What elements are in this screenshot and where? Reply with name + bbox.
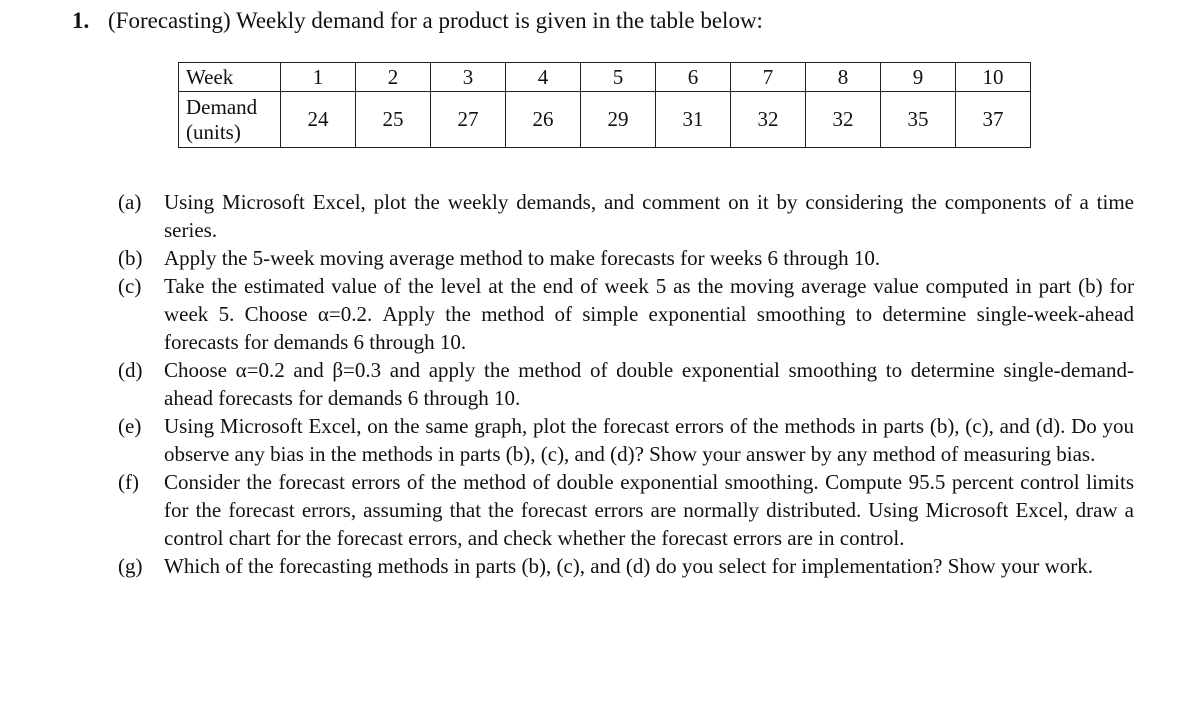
week-cell: 5 <box>581 63 656 92</box>
part-text: Choose α=0.2 and β=0.3 and apply the method of double exponential smoothing to determine single-demand-ahead forecasts for demands 6 through 10. <box>164 358 1134 410</box>
demand-cell: 35 <box>881 92 956 148</box>
question-part-e <box>118 412 1134 468</box>
question-part-f <box>118 468 1134 552</box>
part-label: (b) <box>118 246 143 270</box>
table-row-week <box>179 63 1031 92</box>
demand-table <box>178 62 1031 148</box>
demand-cell: 27 <box>431 92 506 148</box>
part-text: Consider the forecast errors of the method of double exponential smoothing. Compute 95.5 percent control limits for the forecast errors, assuming that the forecast errors are normally distributed. Using Microsoft Excel, draw a control chart for the forecast errors, and check whether the forecast errors are in control. <box>164 470 1134 550</box>
question-part-d <box>118 356 1134 412</box>
week-cell: 2 <box>356 63 431 92</box>
week-cell: 9 <box>881 63 956 92</box>
part-label: (c) <box>118 274 142 298</box>
question-part-a <box>118 188 1134 244</box>
question-part-g <box>118 552 1134 580</box>
week-cell: 1 <box>281 63 356 92</box>
demand-header-cell <box>179 92 281 148</box>
question-intro: (Forecasting) Weekly demand for a product is given in the table below: <box>108 8 763 33</box>
part-text: Using Microsoft Excel, on the same graph, plot the forecast errors of the methods in parts (b), (c), and (d). Do you observe any bias in the methods in parts (b), (c), and (d)? Show your answer by any method of measuring bias. <box>164 414 1134 466</box>
demand-cell: 24 <box>281 92 356 148</box>
part-label: (a) <box>118 190 142 214</box>
week-cell: 8 <box>806 63 881 92</box>
demand-header-line2: (units) <box>186 119 241 144</box>
part-label: (d) <box>118 358 143 382</box>
table-row-demand <box>179 92 1031 148</box>
demand-cell: 26 <box>506 92 581 148</box>
week-cell: 4 <box>506 63 581 92</box>
question-part-c <box>118 272 1134 356</box>
part-text: Apply the 5-week moving average method to make forecasts for weeks 6 through 10. <box>164 246 881 270</box>
demand-cell: 31 <box>656 92 731 148</box>
question-part-b <box>118 244 1134 272</box>
week-cell: 3 <box>431 63 506 92</box>
question-number: 1. <box>72 8 90 33</box>
part-text: Which of the forecasting methods in parts (b), (c), and (d) do you select for implementation? Show your work. <box>164 554 1093 578</box>
demand-cell: 25 <box>356 92 431 148</box>
week-cell: 10 <box>956 63 1031 92</box>
part-text: Using Microsoft Excel, plot the weekly demands, and comment on it by considering the components of a time series. <box>164 190 1134 242</box>
week-header-cell: Week <box>179 63 281 92</box>
demand-cell: 32 <box>731 92 806 148</box>
part-label: (g) <box>118 554 143 578</box>
week-cell: 7 <box>731 63 806 92</box>
question-header <box>72 6 763 36</box>
part-label: (f) <box>118 470 139 494</box>
week-cell: 6 <box>656 63 731 92</box>
question-parts-list <box>118 188 1134 580</box>
demand-cell: 37 <box>956 92 1031 148</box>
demand-cell: 29 <box>581 92 656 148</box>
demand-cell: 32 <box>806 92 881 148</box>
part-text: Take the estimated value of the level at the end of week 5 as the moving average value computed in part (b) for week 5. Choose α=0.2. Apply the method of simple exponential smoothing to determine single-week-ahead forecasts for demands 6 through 10. <box>164 274 1134 354</box>
demand-header-line1: Demand <box>186 94 258 119</box>
part-label: (e) <box>118 414 142 438</box>
